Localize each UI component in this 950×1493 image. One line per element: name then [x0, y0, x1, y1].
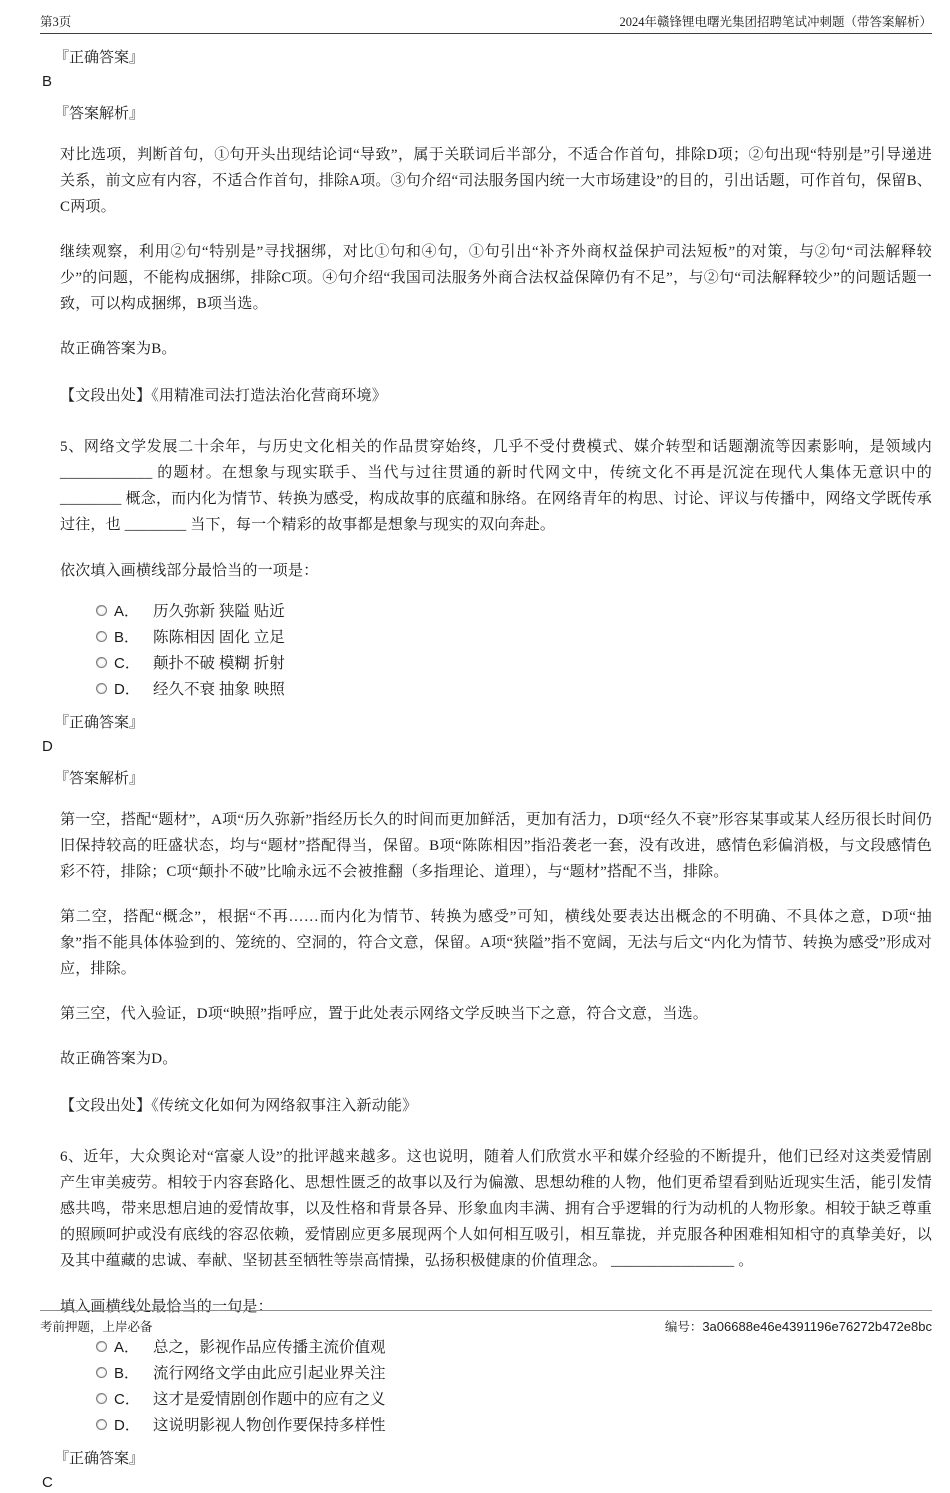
correct-answer-value: D	[42, 738, 53, 755]
radio-button-icon[interactable]	[96, 631, 107, 642]
option-d[interactable]	[96, 1411, 932, 1437]
page-number: 第3页	[40, 15, 72, 29]
option-a[interactable]	[96, 597, 932, 623]
correct-answer-value: B	[42, 73, 53, 90]
option-letter: D．	[114, 1416, 140, 1434]
correct-answer-label: 『正确答案』	[54, 1451, 145, 1467]
option-text: 总之，影视作品应传播主流价值观	[153, 1339, 386, 1356]
option-b[interactable]	[96, 623, 932, 649]
option-letter: B．	[114, 1364, 140, 1382]
option-text: 流行网络文学由此应引起业界关注	[153, 1365, 386, 1382]
question-prompt: 填入画横线处最恰当的一句是：	[60, 1299, 273, 1315]
passage-source: 【文段出处】《用精准司法打造法治化营商环境》	[60, 388, 387, 404]
page-footer	[40, 1310, 932, 1335]
option-letter: A．	[114, 1338, 140, 1356]
option-text: 历久弥新 狭隘 贴近	[153, 603, 285, 620]
analysis-label: 『答案解析』	[54, 106, 145, 122]
radio-button-icon[interactable]	[96, 1367, 107, 1378]
page-body	[40, 36, 932, 1493]
footer-serial	[665, 1317, 932, 1335]
footer-slogan: 考前押题，上岸必备	[40, 1320, 153, 1334]
question-stem: 6、近年，大众舆论对“富豪人设”的批评越来越多。这也说明，随着人们欣赏水平和媒介经验的不断提升，他们已经对这类爱情剧产生审美疲劳。相较于内容套路化、思想性匮乏的故事以及行为偏激、思想幼稚的人物，他们更希望看到贴近现实生活，能引发情感共鸣，带来思想启迪的爱情故事，以及性格和背景各异、形象血肉丰满、拥有合乎逻辑的行为动机的人物形象。相较于缺乏尊重的照顾呵护或没有底线的容忍依赖，爱情剧应更多展现两个人如何相互吸引，相互靠拢，并克服各种困难相知相守的真挚美好，以及其中蕴藏的忠诚、奉献、坚韧甚至牺牲等崇高情操，弘扬积极健康的价值理念。 ________________ 。	[60, 1149, 932, 1269]
radio-button-icon[interactable]	[96, 1393, 107, 1404]
question-stem: 5、网络文学发展二十余年，与历史文化相关的作品贯穿始终，几乎不受付费模式、媒介转型和话题潮流等因素影响，是领域内 ____________ 的题材。在想象与现实联手、当代与过往贯通的新时代网文中，传统文化不再是沉淀在现代人集体无意识中的 ________ 概念，而内化为情节、转换为感受，构成故事的底蕴和脉络。在网络青年的构思、讨论、评议与传播中，网络文学既传承过往，也 ________ 当下，每一个精彩的故事都是想象与现实的双向奔赴。	[60, 439, 932, 533]
radio-button-icon[interactable]	[96, 657, 107, 668]
analysis-paragraph: 对比选项，判断首句，①句开头出现结论词“导致”，属于关联词后半部分，不适合作首句，排除D项；②句出现“特别是”引导递进关系，前文应有内容，不适合作首句，排除A项。③句介绍“司法服务国内统一大市场建设”的目的，引出话题，可作首句，保留B、C两项。	[60, 147, 932, 215]
question4-answer-block	[40, 47, 932, 409]
analysis-paragraph: 第二空，搭配“概念”，根据“不再……而内化为情节、转换为感受”可知，横线处要表达出概念的不明确、不具体之意，D项“抽象”指不能具体体验到的、笼统的、空洞的，符合文意，保留。A项“狭隘”指不宽阔，无法与后文“内化为情节、转换为感受”形成对应，排除。	[60, 909, 932, 977]
passage-source: 【文段出处】《传统文化如何为网络叙事注入新动能》	[60, 1098, 418, 1114]
correct-answer-label: 『正确答案』	[54, 50, 145, 66]
option-letter: A．	[114, 602, 140, 620]
radio-button-icon[interactable]	[96, 605, 107, 616]
analysis-paragraph: 第一空，搭配“题材”，A项“历久弥新”指经历长久的时间而更加鲜活，更加有活力，D项“经久不衰”形容某事或某人经历很长时间仍旧保持较高的旺盛状态，均与“题材”搭配得当，保留。B项“陈陈相因”指沿袭老一套，没有改进，感情色彩偏消极，与文段感情色彩不符，排除；C项“颠扑不破”比喻永远不会被推翻（多指理论、道理），与“题材”搭配不当，排除。	[60, 812, 932, 880]
page-header	[40, 12, 932, 34]
analysis-conclusion: 故正确答案为B。	[60, 341, 177, 357]
option-c[interactable]	[96, 1385, 932, 1411]
analysis-label: 『答案解析』	[54, 771, 145, 787]
footer-serial-label: 编号：	[664, 1320, 703, 1334]
option-d[interactable]	[96, 675, 932, 701]
option-text: 这说明影视人物创作要保持多样性	[153, 1417, 386, 1434]
question5-block	[40, 434, 932, 1119]
options-list	[96, 1333, 932, 1437]
option-text: 陈陈相因 固化 立足	[153, 629, 285, 646]
option-a[interactable]	[96, 1333, 932, 1359]
analysis-paragraph: 第三空，代入验证，D项“映照”指呼应，置于此处表示网络文学反映当下之意，符合文意，当选。	[60, 1006, 708, 1022]
option-c[interactable]	[96, 649, 932, 675]
radio-button-icon[interactable]	[96, 683, 107, 694]
option-text: 经久不衰 抽象 映照	[153, 681, 285, 698]
question-prompt: 依次填入画横线部分最恰当的一项是：	[60, 563, 319, 579]
correct-answer-label: 『正确答案』	[54, 715, 145, 731]
analysis-conclusion: 故正确答案为D。	[60, 1051, 178, 1067]
analysis-paragraph: 继续观察，利用②句“特别是”寻找捆绑，对比①句和④句，①句引出“补齐外商权益保护司法短板”的对策，与②句“司法解释较少”的问题，不能构成捆绑，排除C项。④句介绍“我国司法服务外商合法权益保障仍有不足”，与②句“司法解释较少”的问题话题一致，可以构成捆绑，B项当选。	[60, 244, 932, 312]
document-title: 2024年赣锋锂电曙光集团招聘笔试冲刺题（带答案解析）	[619, 15, 932, 29]
radio-button-icon[interactable]	[96, 1419, 107, 1430]
option-b[interactable]	[96, 1359, 932, 1385]
option-letter: C．	[114, 654, 140, 672]
footer-serial-value: 3a06688e46e4391196e76272b472e8bc	[702, 1319, 932, 1334]
correct-answer-value: C	[42, 1474, 53, 1491]
option-letter: B．	[114, 628, 140, 646]
option-text: 颠扑不破 模糊 折射	[153, 655, 285, 672]
radio-button-icon[interactable]	[96, 1341, 107, 1352]
option-text: 这才是爱情剧创作题中的应有之义	[153, 1391, 386, 1408]
options-list	[96, 597, 932, 701]
option-letter: C．	[114, 1390, 140, 1408]
option-letter: D．	[114, 680, 140, 698]
